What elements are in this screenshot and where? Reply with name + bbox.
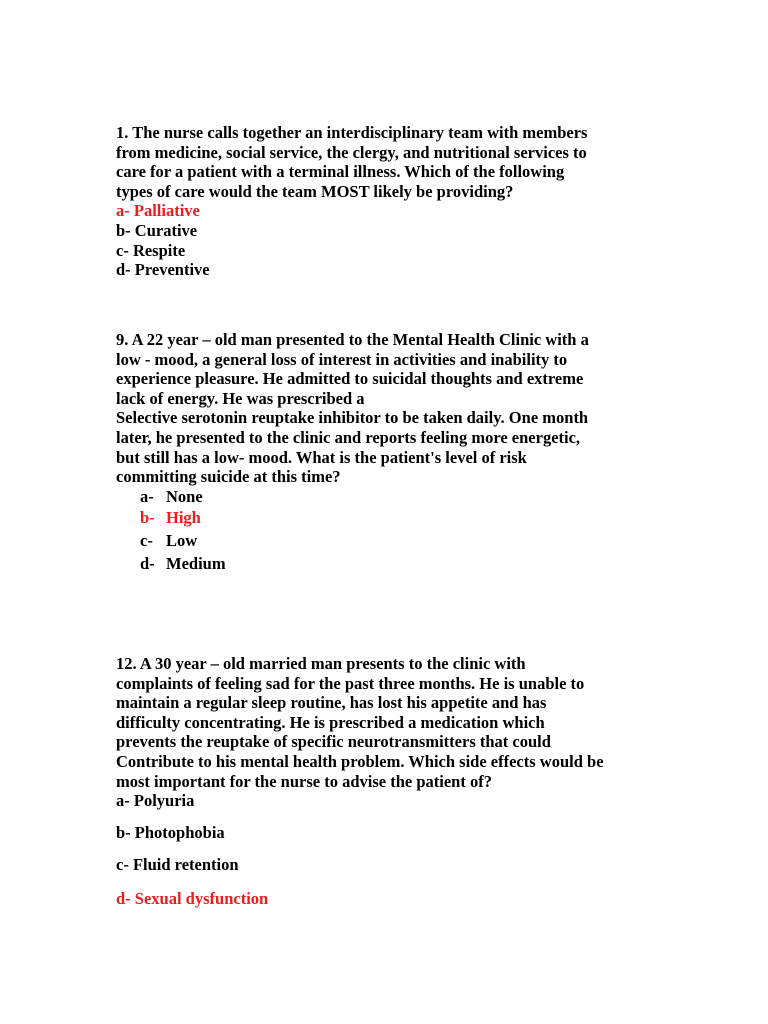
option-letter: a- [140, 486, 154, 506]
question-12-option-b: b- Photophobia [116, 822, 225, 842]
question-12-option-a: a- Polyuria [116, 791, 195, 811]
question-9-option-a [116, 487, 661, 507]
option-text: High [166, 507, 201, 527]
question-1-option-a: a- Palliative [116, 201, 200, 221]
question-9 [116, 330, 661, 575]
question-12-line: Contribute to his mental health problem. Which side effects would be [116, 751, 604, 771]
question-12-line: prevents the reuptake of specific neurotransmitters that could [116, 732, 551, 752]
option-text: None [166, 486, 203, 506]
question-12-line: complaints of feeling sad for the past three months. He is unable to [116, 673, 585, 693]
question-12-option-c: c- Fluid retention [116, 855, 239, 875]
question-1-line: from medicine, social service, the clergy, and nutritional services to [116, 142, 587, 162]
option-text: Medium [166, 553, 226, 573]
question-9-line: committing suicide at this time? [116, 467, 341, 487]
question-9-line: lack of energy. He was prescribed a [116, 388, 365, 408]
question-9-line: low - mood, a general loss of interest in activities and inability to [116, 349, 568, 369]
question-1 [116, 123, 661, 280]
option-letter: b- [140, 507, 155, 527]
question-12 [116, 654, 676, 909]
question-9-option-d [116, 552, 661, 575]
question-1-option-b: b- Curative [116, 220, 198, 240]
question-1-line: care for a patient with a terminal illness. Which of the following [116, 162, 565, 182]
option-text: Low [166, 530, 198, 550]
question-12-line: maintain a regular sleep routine, has lost his appetite and has [116, 693, 547, 713]
question-9-option-b [116, 507, 661, 529]
question-1-option-d: d- Preventive [116, 260, 210, 280]
question-1-line: 1. The nurse calls together an interdisciplinary team with members [116, 123, 588, 142]
question-9-line: Selective serotonin reuptake inhibitor to be taken daily. One month [116, 408, 589, 428]
question-9-line: experience pleasure. He admitted to suicidal thoughts and extreme [116, 369, 584, 389]
question-12-line: most important for the nurse to advise the patient of? [116, 771, 492, 791]
question-12-line: difficulty concentrating. He is prescribed a medication which [116, 712, 545, 732]
question-1-line: types of care would the team MOST likely be providing? [116, 181, 514, 201]
option-letter: d- [140, 553, 155, 573]
option-letter: c- [140, 530, 153, 550]
question-9-line: later, he presented to the clinic and reports feeling more energetic, [116, 427, 581, 447]
question-12-line: 12. A 30 year – old married man presents to the clinic with [116, 654, 526, 673]
question-12-option-d: d- Sexual dysfunction [116, 888, 269, 908]
question-9-line: 9. A 22 year – old man presented to the Mental Health Clinic with a [116, 330, 589, 349]
question-1-option-c: c- Respite [116, 240, 186, 260]
question-9-line: but still has a low- mood. What is the patient's level of risk [116, 447, 527, 467]
question-9-option-c [116, 529, 661, 552]
